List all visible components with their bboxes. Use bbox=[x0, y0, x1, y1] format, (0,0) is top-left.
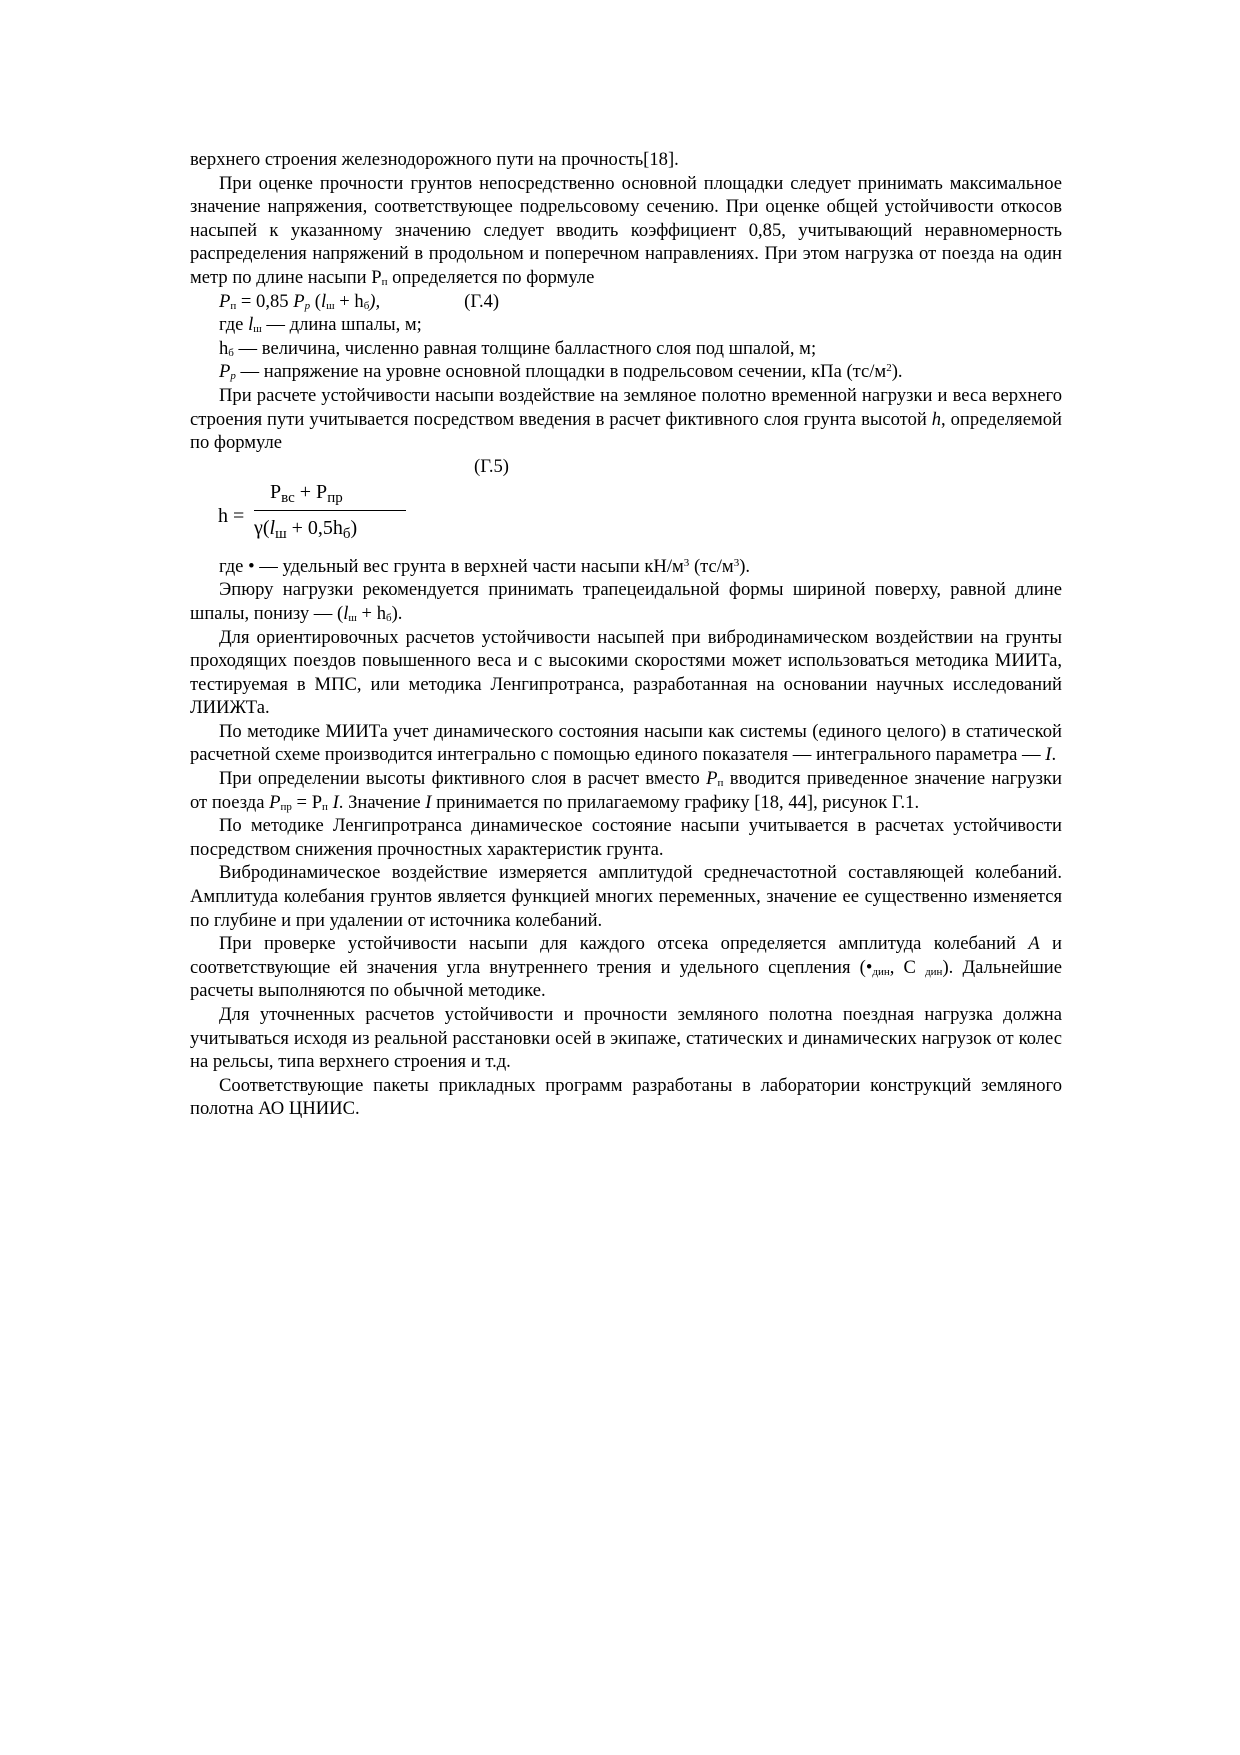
subscript: ш bbox=[326, 299, 335, 312]
symbol: • bbox=[248, 555, 255, 577]
subscript: б bbox=[386, 611, 392, 624]
text: и соответствующие ей значения угла внутреннего трения и удельного сцепления (• bbox=[190, 933, 1062, 978]
subscript: вс bbox=[281, 489, 295, 506]
var-p: P bbox=[219, 290, 231, 312]
superscript: 2 bbox=[886, 362, 892, 375]
var-i: I bbox=[332, 791, 339, 813]
subscript: ш bbox=[348, 611, 357, 624]
text: ), bbox=[369, 290, 381, 312]
text: + h bbox=[334, 290, 364, 312]
subscript: п bbox=[717, 777, 724, 790]
subscript: п bbox=[230, 299, 237, 312]
text: определяется по формуле bbox=[387, 266, 595, 288]
text: По методике МИИТа учет динамического состояния насыпи как системы (единого целого) в статической расчетной схеме производится интегрально с помощью единого показателя — интегрального параметра — bbox=[190, 720, 1062, 766]
subscript: б bbox=[342, 525, 351, 542]
equation-g5 bbox=[218, 479, 1062, 555]
superscript: 3 bbox=[683, 556, 690, 569]
var-l: l bbox=[343, 602, 349, 624]
definition-p bbox=[190, 360, 1062, 384]
paragraph-lengiprotrans bbox=[190, 814, 1062, 861]
text: Для уточненных расчетов устойчивости и прочности земляного полотна поездная нагрузка должна учитываться исходя из реальной расстановки осей в экипаже, статических и динамических нагрузок от колес на рельсы, типа верхнего строения и т.д. bbox=[190, 1004, 1062, 1073]
paragraph-software bbox=[190, 1074, 1062, 1121]
equation-number: (Г.4) bbox=[464, 290, 500, 312]
var-h: h bbox=[931, 408, 942, 430]
text: . bbox=[1051, 744, 1057, 766]
var-i: I bbox=[1045, 744, 1052, 766]
var-p: P bbox=[293, 290, 305, 312]
text: γ( bbox=[254, 516, 270, 539]
definition-h bbox=[190, 337, 1062, 361]
paragraph-methods bbox=[190, 626, 1062, 720]
text: Вибродинамическое воздействие измеряется амплитудой среднечастотной составляющей колебаний. Амплитуда колебания грунтов является функцией многих переменных, значение ее существенно изменяется по глубине и при удалении от источника колебаний. bbox=[190, 862, 1062, 931]
subscript: ш bbox=[275, 525, 287, 542]
paragraph-reduced-load bbox=[190, 767, 1062, 814]
subscript: пр bbox=[327, 489, 343, 506]
text: где bbox=[219, 555, 249, 577]
text: , определяемой по формуле bbox=[190, 408, 1062, 454]
paragraph-amplitude bbox=[190, 932, 1062, 1003]
superscript: 3 bbox=[733, 556, 740, 569]
text: Для ориентировочных расчетов устойчивости насыпей при вибродинамическом воздействии на грунты проходящих поездов повышенного веса и с высокими скоростями может использоваться методика МИИТа, тестируемая в МПС, или методика Ленгипротранса, разработанная на основании научных исследований ЛИИЖТа. bbox=[190, 626, 1062, 719]
text: , C bbox=[889, 956, 926, 978]
text: + h bbox=[356, 602, 386, 624]
text: — длина шпалы, м; bbox=[261, 314, 422, 336]
text: — напряжение на уровне основной площадки в подрельсовом сечении, кПа (тс/м bbox=[235, 361, 887, 383]
subscript: б bbox=[363, 299, 370, 312]
var-i: I bbox=[425, 791, 432, 813]
formula-lhs: h = bbox=[218, 504, 245, 527]
text: верхнего строения железнодорожного пути на прочность[18]. bbox=[190, 149, 679, 170]
text: + 0,5h bbox=[286, 516, 343, 539]
subscript: р bbox=[230, 370, 236, 383]
text: + P bbox=[294, 480, 328, 503]
definition-l bbox=[190, 313, 1062, 337]
text: При определении высоты фиктивного слоя в расчет вместо bbox=[219, 768, 707, 790]
text: принимается по прилагаемому графику [18, 44], рисунок Г.1. bbox=[431, 791, 920, 813]
text: ). bbox=[739, 555, 751, 577]
var-a: A bbox=[1028, 933, 1040, 955]
paragraph-refined-calc bbox=[190, 1003, 1062, 1074]
text: ). Дальнейшие расчеты выполняются по обычной методике. bbox=[190, 956, 1062, 1002]
text: ). bbox=[391, 602, 403, 624]
text: Эпюру нагрузки рекомендуется принимать трапецеидальной формы шириной поверху, равной длине шпалы, понизу — ( bbox=[190, 579, 1062, 624]
subscript: р bbox=[304, 299, 311, 312]
subscript: пр bbox=[280, 800, 292, 813]
text: При проверке устойчивости насыпи для каждого отсека определяется амплитуда колебаний bbox=[219, 933, 1029, 955]
definition-gamma bbox=[190, 555, 1062, 579]
text: При расчете устойчивости насыпи воздействие на земляное полотно временной нагрузки и веса верхнего строения пути учитывается посредством введения в расчет фиктивного слоя грунта высотой bbox=[190, 384, 1062, 430]
subscript: дин bbox=[872, 965, 890, 978]
equation-g4 bbox=[190, 290, 1062, 314]
text: По методике Ленгипротранса динамическое состояние насыпи учитывается в расчетах устойчивости посредством снижения прочностных характеристик грунта. bbox=[190, 815, 1062, 860]
text: где bbox=[219, 314, 249, 336]
var-l: l bbox=[320, 290, 327, 312]
text: . Значение bbox=[338, 791, 426, 813]
subscript: дин bbox=[925, 965, 943, 978]
paragraph-load-diagram bbox=[190, 578, 1062, 625]
text: ( bbox=[310, 290, 321, 312]
subscript: б bbox=[228, 346, 234, 359]
equation-g5-number-row bbox=[190, 455, 1062, 479]
paragraph-fictive-layer bbox=[190, 384, 1062, 455]
text: (тс/м bbox=[689, 555, 734, 577]
paragraph-miit bbox=[190, 720, 1062, 767]
document-body bbox=[190, 148, 1062, 1121]
paragraph-strength bbox=[190, 172, 1062, 290]
text: При оценке прочности грунтов непосредственно основной площадки следует принимать максимальное значение напряжения, соответствующее подрельсовому сечению. При оценке общей устойчивости откосов насыпей к указанному значению следует вводить коэффициент 0,85, учитывающий неравномерность распределения напряжений в продольном и поперечном направлениях. При этом нагрузка от поезда на один метр по длине насыпи P bbox=[190, 172, 1062, 288]
paragraph-vibrodynamic bbox=[190, 861, 1062, 932]
var-l: l bbox=[248, 314, 254, 336]
var-h: h bbox=[219, 337, 229, 359]
equation-number: (Г.5) bbox=[474, 455, 509, 477]
text: вводится приведенное значение нагрузки от поезда bbox=[190, 768, 1062, 813]
text: P bbox=[270, 480, 282, 503]
var-p: P bbox=[269, 791, 281, 813]
subscript: ш bbox=[253, 323, 262, 336]
text: Соответствующие пакеты прикладных программ разработаны в лаборатории конструкций земляного полотна АО ЦНИИС. bbox=[190, 1074, 1062, 1120]
var-p: P bbox=[219, 361, 231, 383]
formula-numerator bbox=[270, 481, 343, 505]
formula-denominator bbox=[254, 517, 357, 541]
text: — удельный вес грунта в верхней части насыпи кН/м bbox=[254, 555, 684, 577]
subscript: п bbox=[322, 800, 328, 813]
text: ). bbox=[891, 361, 903, 383]
subscript: п bbox=[381, 275, 388, 288]
text: ) bbox=[350, 516, 358, 539]
fraction-bar bbox=[254, 510, 406, 511]
var-p: P bbox=[706, 768, 718, 790]
paragraph-continuation bbox=[190, 148, 1062, 172]
text: = P bbox=[291, 791, 323, 813]
var-l: l bbox=[269, 516, 276, 539]
text: — величина, численно равная толщине балластного слоя под шпалой, м; bbox=[233, 337, 817, 359]
text: = 0,85 bbox=[236, 290, 294, 312]
